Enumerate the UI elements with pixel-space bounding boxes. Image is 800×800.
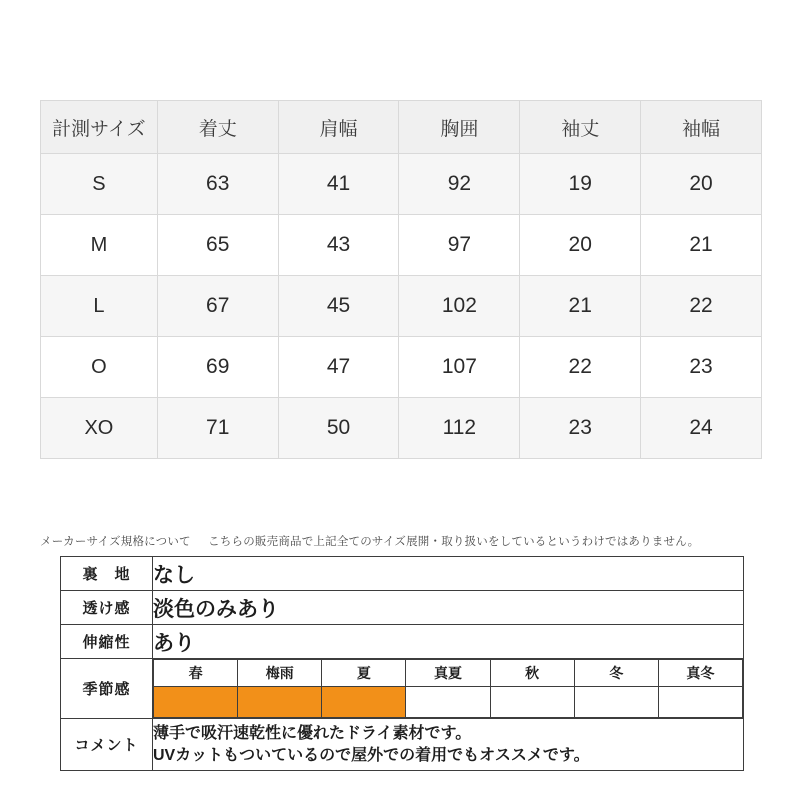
season-mark-summer bbox=[322, 687, 406, 718]
season-table bbox=[153, 659, 743, 718]
maker-size-note bbox=[40, 533, 762, 549]
season-mark-midwinter bbox=[658, 687, 742, 718]
cell-chest: 112 bbox=[399, 398, 520, 459]
season-name-spring: 春 bbox=[154, 660, 238, 687]
cell-chest: 92 bbox=[399, 154, 520, 215]
cell-sleeve-length: 21 bbox=[520, 276, 641, 337]
size-chart-body bbox=[41, 154, 762, 459]
season-mark-autumn bbox=[490, 687, 574, 718]
spec-value-sheerness: 淡色のみあり bbox=[153, 591, 744, 625]
cell-shoulder: 50 bbox=[278, 398, 399, 459]
spec-row-season bbox=[61, 659, 744, 719]
spec-value-comment bbox=[153, 719, 744, 771]
size-chart bbox=[40, 100, 762, 459]
season-name-row bbox=[154, 660, 743, 687]
season-mark-rainy bbox=[238, 687, 322, 718]
cell-sleeve-width: 20 bbox=[641, 154, 762, 215]
column-header-sleeve-length: 袖丈 bbox=[520, 101, 641, 154]
product-spec-table bbox=[60, 556, 744, 771]
season-mark-winter bbox=[574, 687, 658, 718]
spec-row-sheerness bbox=[61, 591, 744, 625]
maker-size-note-label: メーカーサイズ規格について bbox=[40, 536, 191, 548]
column-header-shoulder: 肩幅 bbox=[278, 101, 399, 154]
cell-shoulder: 47 bbox=[278, 337, 399, 398]
cell-length: 69 bbox=[157, 337, 278, 398]
table-header-row bbox=[41, 101, 762, 154]
cell-chest: 97 bbox=[399, 215, 520, 276]
row-size-label: M bbox=[41, 215, 158, 276]
size-chart-head bbox=[41, 101, 762, 154]
column-header-measure: 計測サイズ bbox=[41, 101, 158, 154]
season-mark-spring bbox=[154, 687, 238, 718]
cell-sleeve-length: 19 bbox=[520, 154, 641, 215]
spec-row-comment bbox=[61, 719, 744, 771]
spec-value-lining: なし bbox=[153, 557, 744, 591]
spec-label-season: 季節感 bbox=[61, 659, 153, 719]
cell-length: 63 bbox=[157, 154, 278, 215]
size-chart-table bbox=[40, 100, 762, 459]
season-name-summer: 夏 bbox=[322, 660, 406, 687]
spec-table bbox=[60, 556, 744, 771]
cell-sleeve-width: 21 bbox=[641, 215, 762, 276]
cell-chest: 102 bbox=[399, 276, 520, 337]
season-mark-row bbox=[154, 687, 743, 718]
column-header-length: 着丈 bbox=[157, 101, 278, 154]
cell-length: 67 bbox=[157, 276, 278, 337]
table-row bbox=[41, 276, 762, 337]
cell-sleeve-width: 22 bbox=[641, 276, 762, 337]
season-name-autumn: 秋 bbox=[490, 660, 574, 687]
spec-label-stretch: 伸縮性 bbox=[61, 625, 153, 659]
spec-value-season bbox=[153, 659, 744, 719]
row-size-label: L bbox=[41, 276, 158, 337]
comment-line-1: 薄手で吸汗速乾性に優れたドライ素材です。 bbox=[153, 725, 472, 742]
cell-sleeve-width: 24 bbox=[641, 398, 762, 459]
cell-length: 71 bbox=[157, 398, 278, 459]
cell-sleeve-length: 22 bbox=[520, 337, 641, 398]
comment-line-2: UVカットもついているので屋外での着用でもオススメです。 bbox=[153, 746, 590, 764]
cell-length: 65 bbox=[157, 215, 278, 276]
cell-shoulder: 41 bbox=[278, 154, 399, 215]
table-row bbox=[41, 398, 762, 459]
row-size-label: O bbox=[41, 337, 158, 398]
spec-label-sheerness: 透け感 bbox=[61, 591, 153, 625]
season-name-rainy: 梅雨 bbox=[238, 660, 322, 687]
season-name-winter: 冬 bbox=[574, 660, 658, 687]
cell-shoulder: 45 bbox=[278, 276, 399, 337]
cell-shoulder: 43 bbox=[278, 215, 399, 276]
season-mark-midsummer bbox=[406, 687, 490, 718]
cell-sleeve-length: 23 bbox=[520, 398, 641, 459]
spec-row-stretch bbox=[61, 625, 744, 659]
season-name-midsummer: 真夏 bbox=[406, 660, 490, 687]
table-row bbox=[41, 337, 762, 398]
spec-label-lining: 裏 地 bbox=[61, 557, 153, 591]
spec-value-stretch: あり bbox=[153, 625, 744, 659]
cell-sleeve-length: 20 bbox=[520, 215, 641, 276]
column-header-sleeve-width: 袖幅 bbox=[641, 101, 762, 154]
maker-size-note-body: こちらの販売商品で上記全てのサイズ展開・取り扱いをしているというわけではありません。 bbox=[208, 536, 700, 548]
cell-sleeve-width: 23 bbox=[641, 337, 762, 398]
column-header-chest: 胸囲 bbox=[399, 101, 520, 154]
spec-row-lining bbox=[61, 557, 744, 591]
cell-chest: 107 bbox=[399, 337, 520, 398]
row-size-label: XO bbox=[41, 398, 158, 459]
row-size-label: S bbox=[41, 154, 158, 215]
table-row bbox=[41, 215, 762, 276]
table-row bbox=[41, 154, 762, 215]
season-name-midwinter: 真冬 bbox=[658, 660, 742, 687]
spec-label-comment: コメント bbox=[61, 719, 153, 771]
